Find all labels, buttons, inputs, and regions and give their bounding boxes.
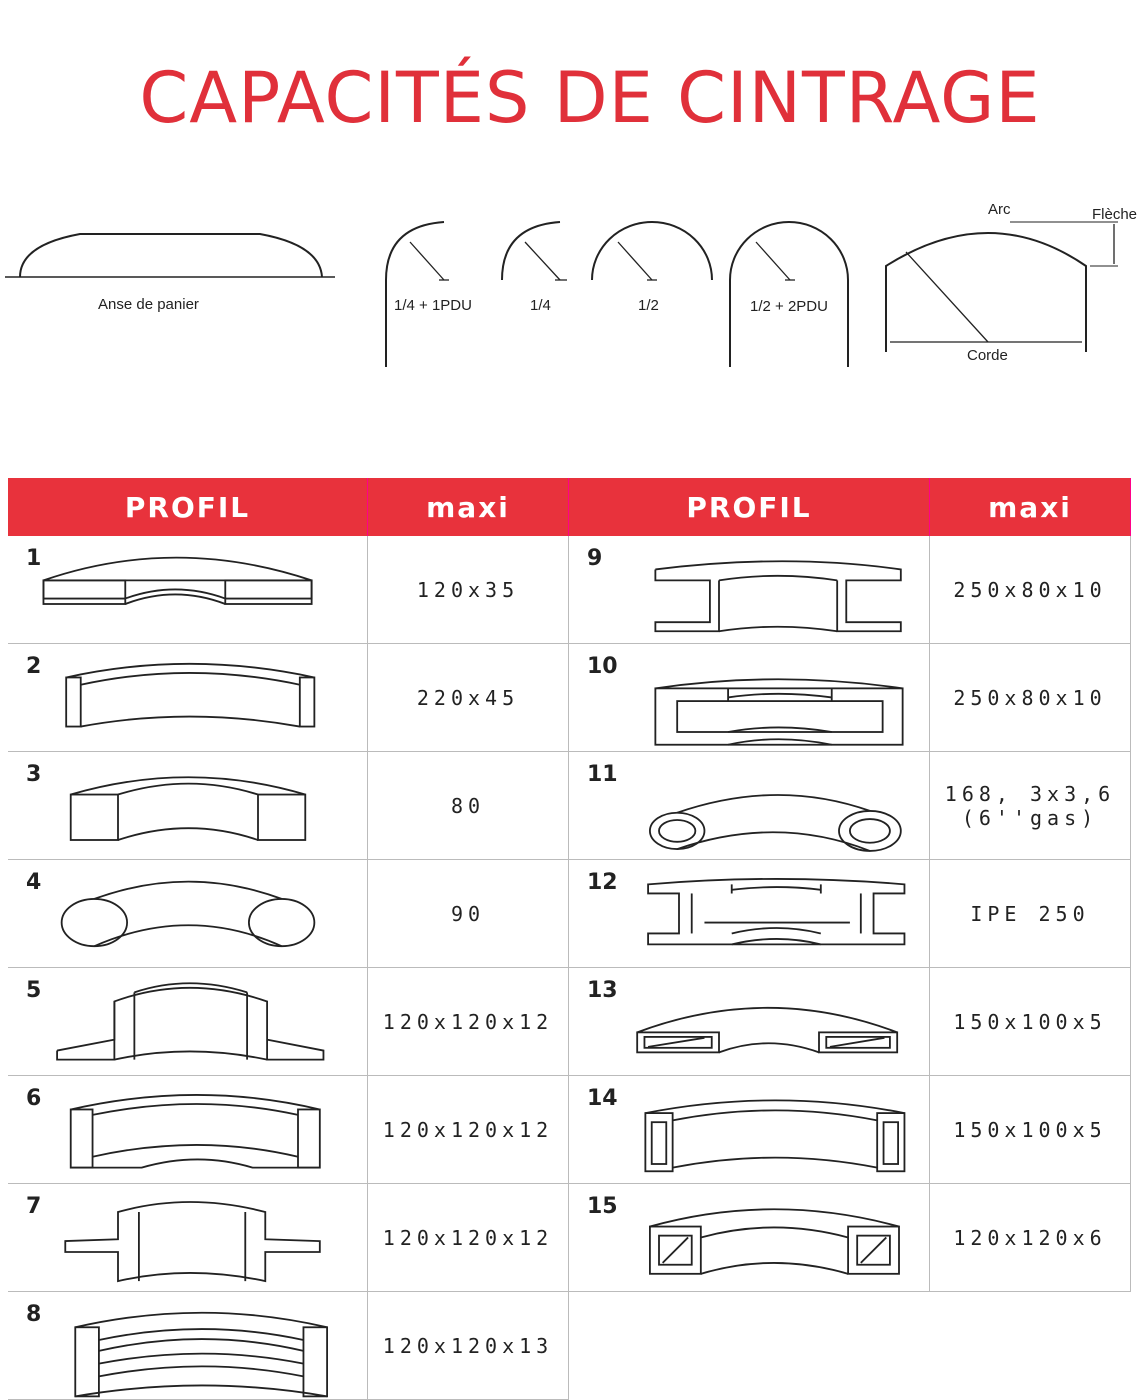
profil-number: 11	[587, 762, 618, 787]
profil-cell-4	[8, 860, 368, 968]
ipe-beam-icon	[589, 868, 929, 968]
header-profil-right: PROFIL	[569, 478, 930, 536]
anse-label: Anse de panier	[98, 296, 199, 313]
round-bar-icon	[28, 868, 368, 968]
quarter-label: 1/4	[530, 297, 551, 314]
maxi-value-10: 250x80x10	[930, 644, 1131, 752]
maxi-value-5: 120x120x12	[368, 968, 569, 1076]
header-profil-left: PROFIL	[8, 478, 368, 536]
flat-bar-icon	[28, 544, 368, 644]
fleche-label: Flèche	[1092, 206, 1138, 223]
profil-cell-3	[8, 752, 368, 860]
profil-number: 15	[587, 1194, 618, 1219]
profil-cell-13	[569, 968, 930, 1076]
profil-cell-1	[8, 536, 368, 644]
profil-number: 14	[587, 1086, 618, 1111]
maxi-value-2: 220x45	[368, 644, 569, 752]
maxi-value-9: 250x80x10	[930, 536, 1131, 644]
channel-flanges-in-icon	[589, 652, 929, 752]
maxi-value-1: 120x35	[368, 536, 569, 644]
maxi-value-11: 168, 3x3,6 (6''gas)	[930, 752, 1131, 860]
profil-number: 3	[26, 762, 42, 787]
header-maxi-right: maxi	[930, 478, 1131, 536]
maxi-value-15: 120x120x6	[930, 1184, 1131, 1292]
half-pdu-label: 1/2 + 2PDU	[750, 298, 828, 315]
profil-cell-6	[8, 1076, 368, 1184]
corde-label: Corde	[967, 347, 1008, 364]
profil-cell-12	[569, 860, 930, 968]
half-label: 1/2	[638, 297, 659, 314]
profil-cell-7	[8, 1184, 368, 1292]
square-tube-icon	[589, 1192, 929, 1292]
anse-de-panier-diagram	[5, 234, 335, 313]
tall-rect-tube-icon	[589, 1084, 929, 1184]
maxi-value-14: 150x100x5	[930, 1076, 1131, 1184]
profil-number: 6	[26, 1086, 42, 1111]
profil-number: 4	[26, 870, 42, 895]
profil-cell-11	[569, 752, 930, 860]
profil-number: 2	[26, 654, 42, 679]
tee-web-profile-icon	[28, 1192, 368, 1292]
flat-rect-tube-icon	[589, 976, 929, 1076]
quarter-diagram	[502, 222, 567, 314]
maxi-value-7: 120x120x12	[368, 1184, 569, 1292]
profil-number: 12	[587, 870, 618, 895]
profil-number: 9	[587, 546, 603, 571]
maxi-value-12: IPE 250	[930, 860, 1131, 968]
maxi-value-13: 150x100x5	[930, 968, 1131, 1076]
round-tube-icon	[589, 760, 929, 860]
arc-label: Arc	[988, 201, 1011, 218]
profil-cell-5	[8, 968, 368, 1076]
header-maxi-left: maxi	[368, 478, 569, 536]
profil-number: 10	[587, 654, 618, 679]
profil-cell-2	[8, 644, 368, 752]
maxi-value-6: 120x120x12	[368, 1076, 569, 1184]
profil-cell-8	[8, 1292, 368, 1400]
h-beam-icon	[28, 1300, 368, 1400]
bending-types-diagram	[0, 190, 1144, 390]
quarter-pdu-label: 1/4 + 1PDU	[394, 297, 472, 314]
maxi-value-8: 120x120x13	[368, 1292, 569, 1400]
tee-profile-icon	[28, 976, 368, 1076]
page-title: CAPACITÉS DE CINTRAGE	[139, 57, 1041, 139]
channel-flanges-out-icon	[589, 544, 929, 644]
flat-bar-vertical-icon	[28, 652, 368, 752]
half-diagram	[592, 222, 712, 314]
profil-number: 8	[26, 1302, 42, 1327]
profil-cell-14	[569, 1076, 930, 1184]
maxi-value-4: 90	[368, 860, 569, 968]
profil-number: 13	[587, 978, 618, 1003]
quarter-pdu-diagram	[386, 222, 472, 367]
profil-cell-9	[569, 536, 930, 644]
maxi-value-3: 80	[368, 752, 569, 860]
channel-profile-icon	[28, 1084, 368, 1184]
profil-cell-15	[569, 1184, 930, 1292]
profil-number: 5	[26, 978, 42, 1003]
profil-number: 7	[26, 1194, 42, 1219]
arc-chord-diagram	[886, 201, 1137, 364]
profil-number: 1	[26, 546, 42, 571]
half-pdu-diagram	[730, 222, 848, 367]
profil-cell-10	[569, 644, 930, 752]
square-bar-icon	[28, 760, 368, 860]
